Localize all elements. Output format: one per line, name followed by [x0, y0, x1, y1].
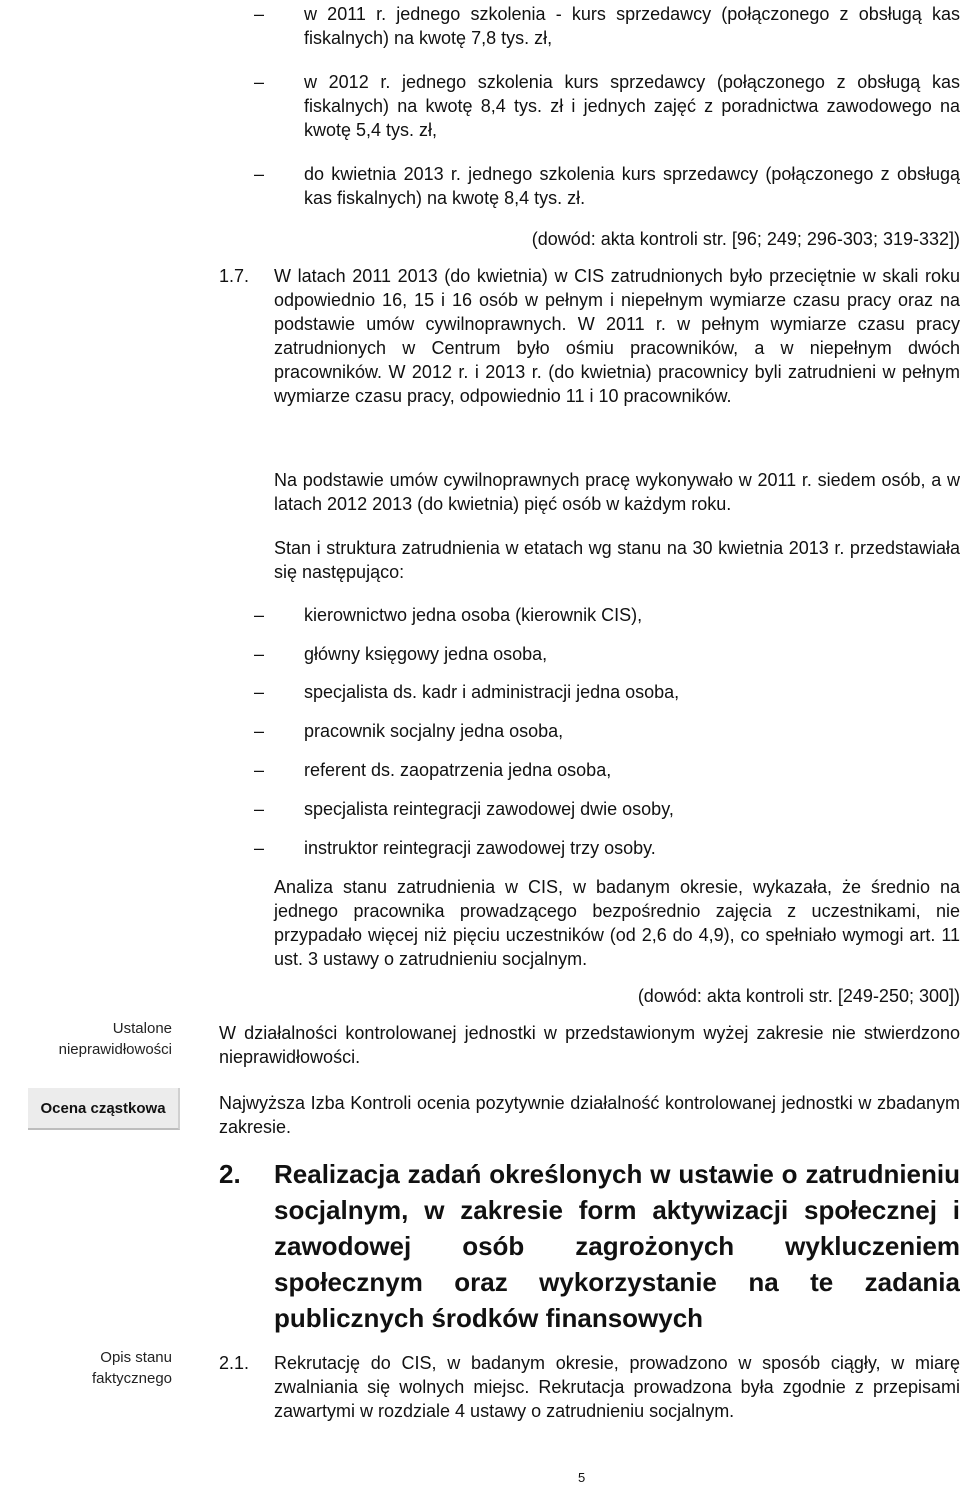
margin-box-label: Ocena cząstkowa	[40, 1099, 166, 1117]
list-item-text: w 2011 r. jednego szkolenia - kurs sprzedawcy (połączonego z obsługą kas fiskalnych) na kwotę 7,8 tys. zł,	[304, 4, 960, 48]
list-item-text: specjalista reintegracji zawodowej dwie osoby,	[304, 799, 674, 819]
dash-bullet: –	[254, 72, 265, 92]
paragraph-analiza: Analiza stanu zatrudnienia w CIS, w badanym okresie, wykazała, że średnio na jednego pracownika prowadzącego bezpośrednio zajęcia z uczestnikami, nie przypadało więcej niż pięciu uczestników (od 2,6 do 4,9), co spełniało wymogi art. 11 ust. 3 ustawy o zatrudnieniu socjalnym.	[274, 877, 960, 969]
dash-bullet: –	[254, 799, 265, 819]
dash-bullet: –	[254, 605, 265, 625]
margin-note-opis: Opis stanu faktycznego	[91, 1349, 172, 1387]
section-heading: Realizacja zadań określonych w ustawie o zatrudnieniu socjalnym, w zakresie form aktywizacji społecznej i zawodowej osób zagrożonych wykluczeniem społecznym oraz wykorzystanie na te zadania publicznych środków finansowych	[274, 1159, 960, 1333]
list-item-text: referent ds. zaopatrzenia jedna osoba,	[304, 760, 612, 780]
list-item	[254, 758, 960, 782]
dash-bullet: –	[254, 721, 265, 741]
list-item	[254, 70, 960, 142]
paragraph-nieprawidlowosci: W działalności kontrolowanej jednostki w przedstawionym wyżej zakresie nie stwierdzono nieprawidłowości.	[219, 1023, 960, 1067]
list-item-text: do kwietnia 2013 r. jednego szkolenia kurs sprzedawcy (połączonego z obsługą kas fiskalnych) na kwotę 8,4 tys. zł.	[304, 164, 960, 208]
list-item-text: instruktor reintegracji zawodowej trzy osoby.	[304, 838, 656, 858]
paragraph-number: 1.7.	[219, 266, 250, 286]
list-item	[254, 642, 960, 666]
paragraph-ocena: Najwyższa Izba Kontroli ocenia pozytywnie działalność kontrolowanej jednostki w zbadanym zakresie.	[219, 1093, 960, 1137]
list-item-text: główny księgowy jedna osoba,	[304, 644, 548, 664]
paragraph-2-1: Rekrutację do CIS, w badanym okresie, prowadzono w sposób ciągły, w miarę zwalniania się wolnych miejsc. Rekrutacja prowadzona była zgodnie z przepisami zawartymi w rozdziale 4 ustawy o zatrudnieniu socjalnym.	[274, 1353, 960, 1421]
paragraph-umowy: Na podstawie umów cywilnoprawnych pracę wykonywało w 2011 r. siedem osób, a w latach 2012 2013 (do kwietnia) pięć osób w każdym roku.	[274, 470, 960, 514]
evidence-reference: (dowód: akta kontroli str. [249-250; 300])	[637, 986, 960, 1006]
list-item	[254, 719, 960, 743]
dash-bullet: –	[254, 4, 265, 24]
evidence-reference: (dowód: akta kontroli str. [96; 249; 296-303; 319-332])	[531, 229, 960, 249]
list-item	[254, 162, 960, 210]
list-item-text: specjalista ds. kadr i administracji jedna osoba,	[304, 682, 680, 702]
margin-box-ocena	[28, 1088, 180, 1130]
list-item	[254, 2, 960, 50]
list-item	[254, 680, 960, 704]
paragraph-stan-zatrudnienia: Stan i struktura zatrudnienia w etatach wg stanu na 30 kwietnia 2013 r. przedstawiała się następująco:	[274, 538, 960, 582]
list-item	[254, 797, 960, 821]
list-item-text: w 2012 r. jednego szkolenia kurs sprzedawcy (połączonego z obsługą kas fiskalnych) na kwotę 8,4 tys. zł i jednych zajęć z poradnictwa zawodowego na kwotę 5,4 tys. zł,	[304, 72, 960, 140]
list-item-text: kierownictwo jedna osoba (kierownik CIS),	[304, 605, 643, 625]
margin-note-ustalone: Ustalone nieprawidłowości	[58, 1020, 172, 1058]
dash-bullet: –	[254, 644, 265, 664]
dash-bullet: –	[254, 760, 265, 780]
page-number: 5	[578, 1470, 586, 1485]
paragraph-1-7: W latach 2011 2013 (do kwietnia) w CIS zatrudnionych było przeciętnie w skali roku odpowiednio 16, 15 i 16 osób w pełnym i niepełnym wymiarze czasu pracy oraz na podstawie umów cywilnoprawnych. W 2011 r. w pełnym wymiarze czasu pracy zatrudnionych w Centrum było ośmiu pracowników, a w niepełnym dwóch pracowników. W 2012 r. i 2013 r. (do kwietnia) pracownicy byli zatrudnieni w pełnym wymiarze czasu pracy, odpowiednio 11 i 10 pracowników.	[274, 266, 960, 406]
dash-bullet: –	[254, 838, 265, 858]
list-item	[254, 836, 960, 860]
dash-bullet: –	[254, 682, 265, 702]
section-number: 2.	[219, 1159, 241, 1189]
dash-bullet: –	[254, 164, 265, 184]
list-item-text: pracownik socjalny jedna osoba,	[304, 721, 564, 741]
paragraph-number: 2.1.	[219, 1353, 250, 1373]
list-item	[254, 603, 960, 627]
